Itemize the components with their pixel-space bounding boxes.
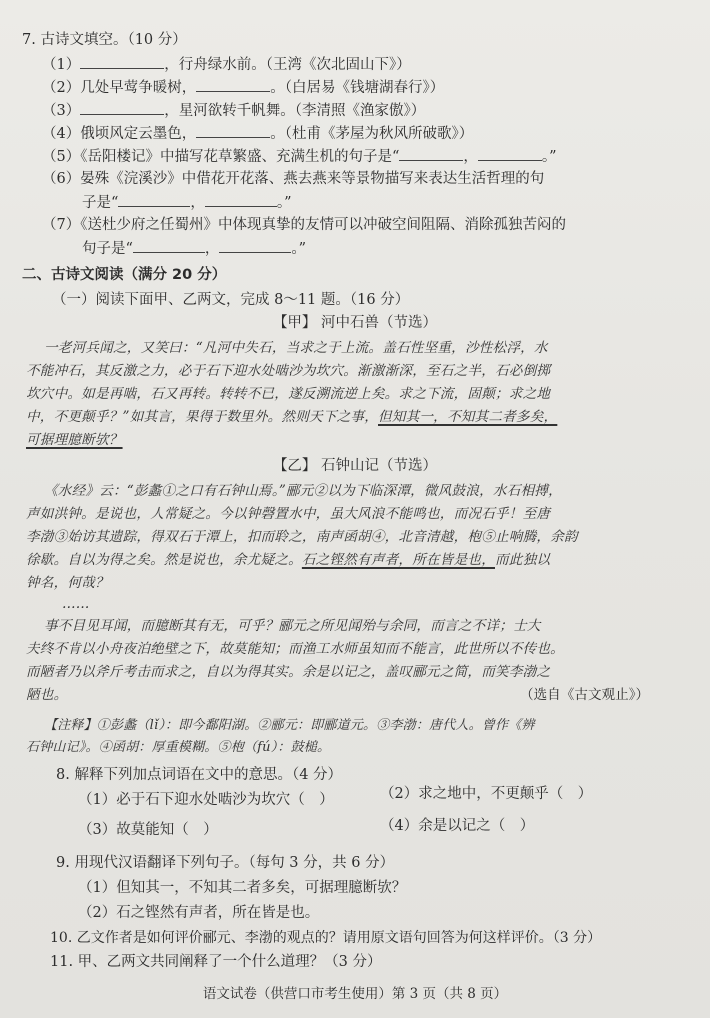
text: 。（杜甫《茅屋为秋风所破歌》） [270,126,474,142]
answer-blank[interactable] [133,238,205,253]
q7-item-6: （6）晏殊《浣溪沙》中借花开花落、燕去燕来等景物描写来表达生活哲理的句 [42,171,545,187]
answer-blank[interactable] [196,123,270,138]
text: 。” [291,241,307,257]
text: 。” [541,149,557,165]
answer-blank[interactable] [219,238,291,253]
passage-jia-title: 【甲】 河中石兽（节选） [272,315,438,331]
text: （5）《岳阳楼记》中描写花草繁盛、充满生机的句子是“ [42,149,400,165]
passage-yi-line: 事不目见耳闻，而臆断其有无，可乎？郦元之所见闻殆与余同，而言之不详；士大 [44,618,541,634]
underlined-sentence: 但知其一，不知其二者多矣， [378,409,558,425]
text: 句子是“ [82,241,133,257]
text: 。（白居易《钱塘湖春行》） [270,80,445,96]
q7-item-6-cont [82,192,292,213]
answer-blank[interactable] [399,146,463,161]
q8-item-1: （1）必于石下迎水处啮沙为坎穴（ ） [78,792,334,808]
text: 徐歇。自以为得之矣。然是说也，余尤疑之。 [26,552,302,568]
source-citation: （选自《古文观止》） [520,687,650,703]
passage-yi-line: 夫终不肯以小舟夜泊绝壁之下，故莫能知；而渔工水师虽知而不能言，此世所以不传也。 [26,641,564,657]
answer-blank[interactable] [205,192,277,207]
page-footer: 语文试卷（供营口市考生使用）第 3 页（共 8 页） [202,986,508,1002]
text: 子是“ [82,195,119,211]
text: ， [190,195,205,211]
underlined-sentence: 石之铿然有声者，所在皆是也， [301,552,495,568]
q7-heading: 7. 古诗文填空。（10 分） [22,32,187,48]
passage-jia-line [26,430,123,450]
text: ， [463,149,478,165]
q7-item-5 [42,146,557,167]
text: 。” [276,195,292,211]
passage-yi-line [26,550,550,570]
passage-yi-line: 李渤③始访其遗踪，得双石于潭上，扣而聆之，南声函胡④，北音清越，枹⑤止响腾，余韵 [26,529,578,545]
passage-jia-line: 不能冲石，其反激之力，必于石下迎水处啮沙为坎穴。渐激渐深，至石之半，石必倒掷 [26,363,551,379]
q8-item-4: （4）余是以记之（ ） [380,818,535,834]
q8-item-3: （3）故莫能知（ ） [78,822,218,838]
answer-blank[interactable] [80,100,164,115]
q7-item-4 [42,123,473,144]
q11: 11. 甲、乙两文共同阐释了一个什么道理？（3 分） [50,954,382,970]
passage-yi-line: 陋也。 [26,687,68,703]
q7-item-7-cont [82,238,306,259]
q8-item-2: （2）求之地中，不更颠乎（ ） [380,786,593,802]
answer-blank[interactable] [80,54,164,69]
answer-blank[interactable] [196,77,270,92]
text: （2）几处早莺争暖树， [42,80,197,96]
passage-yi-line: 而陋者乃以斧斤考击而求之，自以为得其实。余是以记之，盖叹郦元之简，而笑李渤之 [26,664,551,680]
text: ，星河欲转千帆舞。（李清照《渔家傲》） [164,103,426,119]
passage-jia-line: 坎穴中。如是再啮，石又再转。转转不已，遂反溯流逆上矣。求之下流，固颠；求之地 [26,386,551,402]
passage-yi-line: 声如洪钟。是说也，人常疑之。今以钟磬置水中，虽大风浪不能鸣也，而况石乎！至唐 [26,506,551,522]
text: 而此独以 [495,552,551,568]
text: ， [204,241,220,257]
passage-yi-line: 《水经》云：“彭蠡①之口有石钟山焉。”郦元②以为下临深潭，微风鼓浪，水石相搏， [44,483,562,499]
q10: 10. 乙文作者是如何评价郦元、李渤的观点的？请用原文语句回答为何这样评价。（3 分） [50,930,602,946]
part-1-instruction: （一）阅读下面甲、乙两文，完成 8～11 题。（16 分） [52,292,410,308]
q7-item-7: （7）《送杜少府之任蜀州》中体现真挚的友情可以冲破空间阻隔、消除孤独苦闷的 [42,217,566,233]
q8-heading: 8. 解释下列加点词语在文中的意思。（4 分） [56,767,343,783]
text: ，行舟绿水前。（王湾《次北固山下》） [164,57,411,73]
passage-jia-line: 一老河兵闻之，又笑曰：“凡河中失石，当求之于上流。盖石性坚重，沙性松浮，水 [44,340,548,356]
q7-item-3 [42,100,425,121]
q9-item-2: （2）石之铿然有声者，所在皆是也。 [78,905,320,921]
q9-item-1: （1）但知其一，不知其二者多矣，可据理臆断欤？ [78,880,407,896]
label: （3） [42,103,81,119]
q7-item-2 [42,77,444,98]
passage-yi-title: 【乙】 石钟山记（节选） [272,458,438,474]
underlined-sentence: 可据理臆断欤？ [26,432,123,448]
text: （4）俄顷风定云墨色， [42,126,197,142]
passage-jia-line [26,407,557,427]
answer-blank[interactable] [478,146,542,161]
label: （1） [42,57,81,73]
q7-item-1 [42,54,411,75]
passage-yi-line: 钟名，何哉？ [26,575,109,591]
annotation-line: 石钟山记》。④函胡：厚重模糊。⑤枹（fú）：鼓槌。 [26,740,331,755]
annotation-line: 【注释】①彭蠡（lǐ）：即今鄱阳湖。②郦元：即郦道元。③李渤：唐代人。曾作《辨 [44,718,535,733]
q9-heading: 9. 用现代汉语翻译下列句子。（每句 3 分，共 6 分） [56,855,395,871]
answer-blank[interactable] [118,192,190,207]
text: 中，不更颠乎？”如其言，果得于数里外。然则天下之事， [26,409,378,425]
section-2-title: 二、古诗文阅读（满分 20 分） [22,267,227,283]
ellipsis: …… [62,596,90,612]
